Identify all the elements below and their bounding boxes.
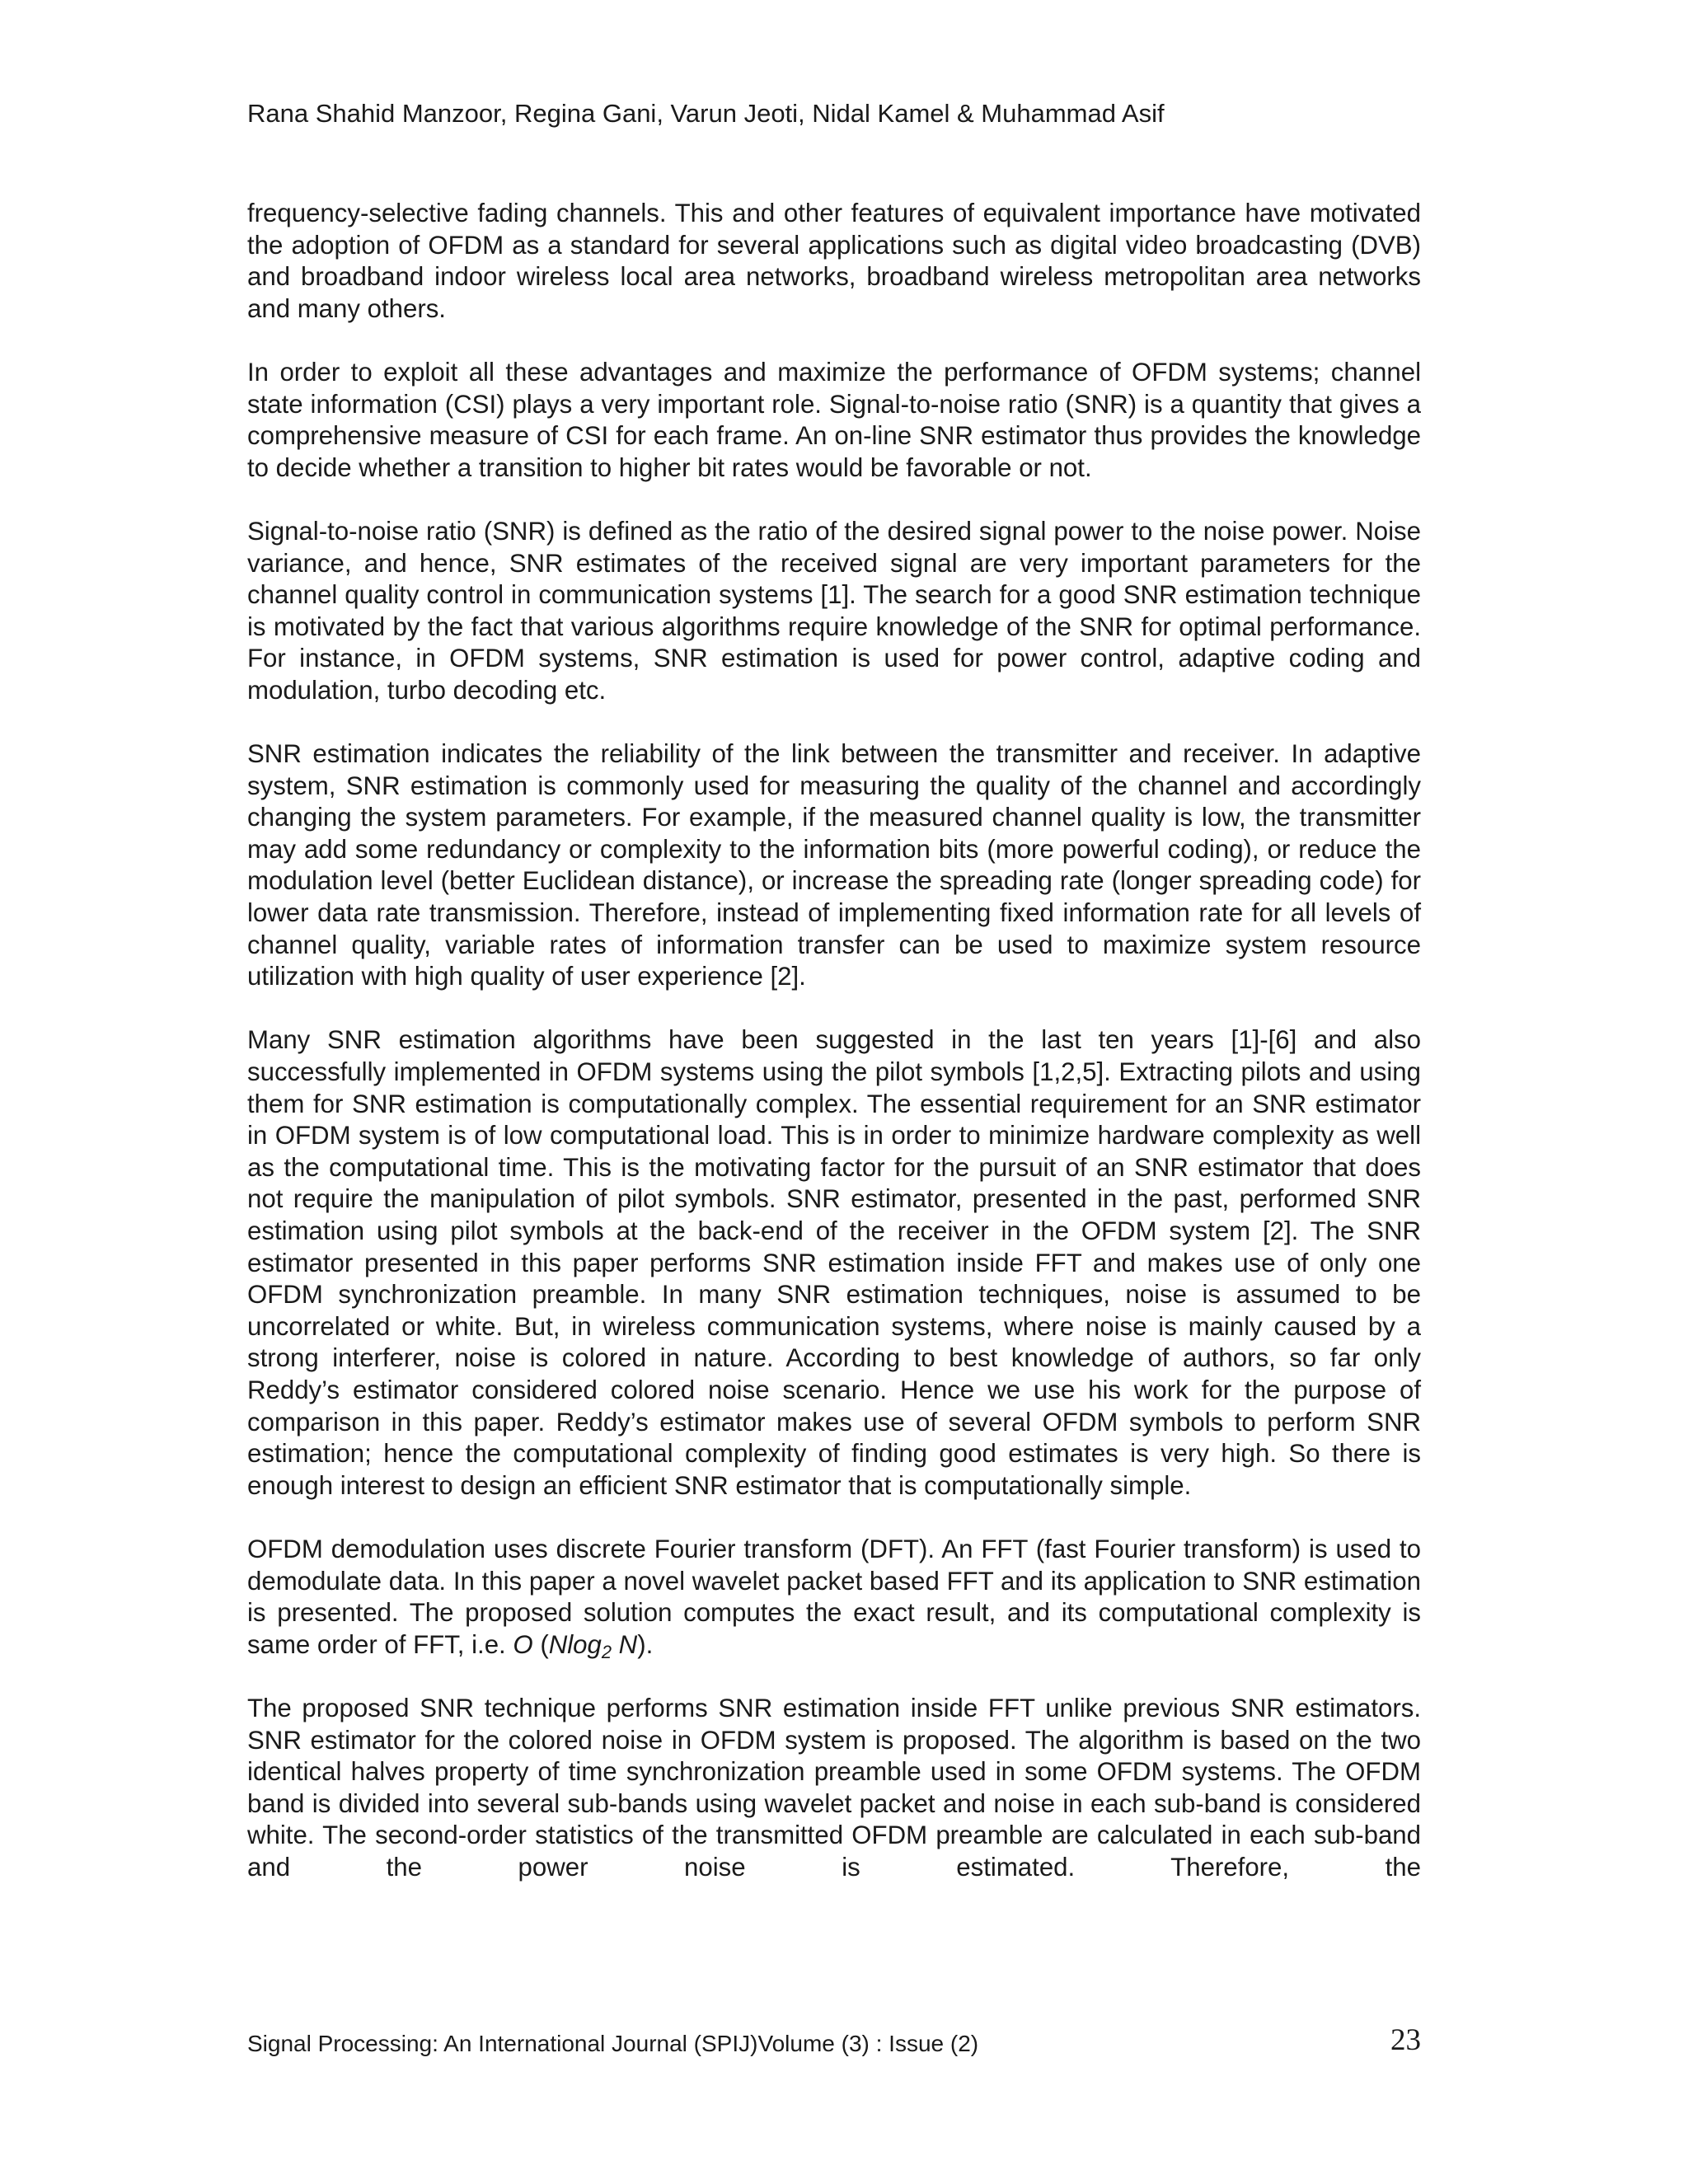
paragraph-complexity <box>247 1534 1421 1661</box>
paragraph: Signal-to-noise ratio (SNR) is defined as the ratio of the desired signal power to the noise power. Noise variance, and hence, SNR estimates of the received signal are very important parameters for the channel quality control in communication systems [1]. The search for a good SNR estimation technique is motivated by the fact that various algorithms require knowledge of the SNR for optimal performance. For instance, in OFDM systems, SNR estimation is used for power control, adaptive coding and modulation, turbo decoding etc. <box>247 516 1421 705</box>
formula-n: N <box>618 1629 638 1659</box>
page-number: 23 <box>1390 2023 1421 2057</box>
running-header-authors: Rana Shahid Manzoor, Regina Gani, Varun Jeoti, Nidal Kamel & Muhammad Asif <box>247 99 1165 128</box>
paragraph: In order to exploit all these advantages and maximize the performance of OFDM systems; channel state information (CSI) plays a very important role. Signal-to-noise ratio (SNR) is a quantity that gives a comprehensive measure of CSI for each frame. An on-line SNR estimator thus provides the knowledge to decide whether a transition to higher bit rates would be favorable or not. <box>247 357 1421 482</box>
formula-open-paren: ( <box>540 1629 549 1659</box>
paragraph: SNR estimation indicates the reliability of the link between the transmitter and receiver. In adaptive system, SNR estimation is commonly used for measuring the quality of the channel and accordingly changing the system parameters. For example, if the measured channel quality is low, the transmitter may add some redundancy or complexity to the information bits (more powerful coding), or reduce the modulation level (better Euclidean distance), or increase the spreading rate (longer spreading code) for lower data rate transmission. Therefore, instead of implementing fixed information rate for all levels of channel quality, variable rates of information transfer can be used to maximize system resource utilization with high quality of user experience [2]. <box>247 739 1421 991</box>
big-o-symbol: O <box>513 1629 533 1659</box>
paragraph-text: OFDM demodulation uses discrete Fourier transform (DFT). An FFT (fast Fourier transform) is used to demodulate data. In this paper a novel wavelet packet based FFT and its application to SNR estimation is presented. The proposed solution computes the exact result, and its computational complexity is same order of FFT, i.e. <box>247 1534 1421 1659</box>
paragraph: frequency-selective fading channels. This and other features of equivalent importance have motivated the adoption of OFDM as a standard for several applications such as digital video broadcasting (DVB) and broadband indoor wireless local area networks, broadband wireless metropolitan area networks and many others. <box>247 199 1421 323</box>
journal-citation: Signal Processing: An International Journal (SPIJ)Volume (3) : Issue (2) <box>247 2031 979 2056</box>
page-footer <box>247 2022 1421 2059</box>
article-body <box>247 198 1421 1883</box>
formula-log-base: 2 <box>601 1641 612 1662</box>
formula-nlog: Nlog <box>548 1629 602 1659</box>
paragraph: Many SNR estimation algorithms have been suggested in the last ten years [1]-[6] and also successfully implemented in OFDM systems using the pilot symbols [1,2,5]. Extracting pilots and using them for SNR estimation is computationally complex. The essential requirement for an SNR estimator in OFDM system is of low computational load. This is in order to minimize hardware complexity as well as the computational time. This is the motivating factor for the pursuit of an SNR estimator that does not require the manipulation of pilot symbols. SNR estimator, presented in the past, performed SNR estimation using pilot symbols at the back-end of the receiver in the OFDM system [2]. The SNR estimator presented in this paper performs SNR estimation inside FFT and makes use of only one OFDM synchronization preamble. In many SNR estimation techniques, noise is assumed to be uncorrelated or white. But, in wireless communication systems, where noise is mainly caused by a strong interferer, noise is colored in nature. According to best knowledge of authors, so far only Reddy’s estimator considered colored noise scenario. Hence we use his work for the purpose of comparison in this paper. Reddy’s estimator makes use of several OFDM symbols to perform SNR estimation; hence the computational complexity of finding good estimates is very high. So there is enough interest to design an efficient SNR estimator that is computationally simple. <box>247 1025 1421 1500</box>
formula-close-paren: ). <box>637 1629 654 1659</box>
paragraph: The proposed SNR technique performs SNR estimation inside FFT unlike previous SNR estimators. SNR estimator for the colored noise in OFDM system is proposed. The algorithm is based on the two identical halves property of time synchronization preamble used in some OFDM systems. The OFDM band is divided into several sub-bands using wavelet packet and noise in each sub-band is considered white. The second-order statistics of the transmitted OFDM preamble are calculated in each sub-band and the power noise is estimated. Therefore, the <box>247 1693 1421 1882</box>
